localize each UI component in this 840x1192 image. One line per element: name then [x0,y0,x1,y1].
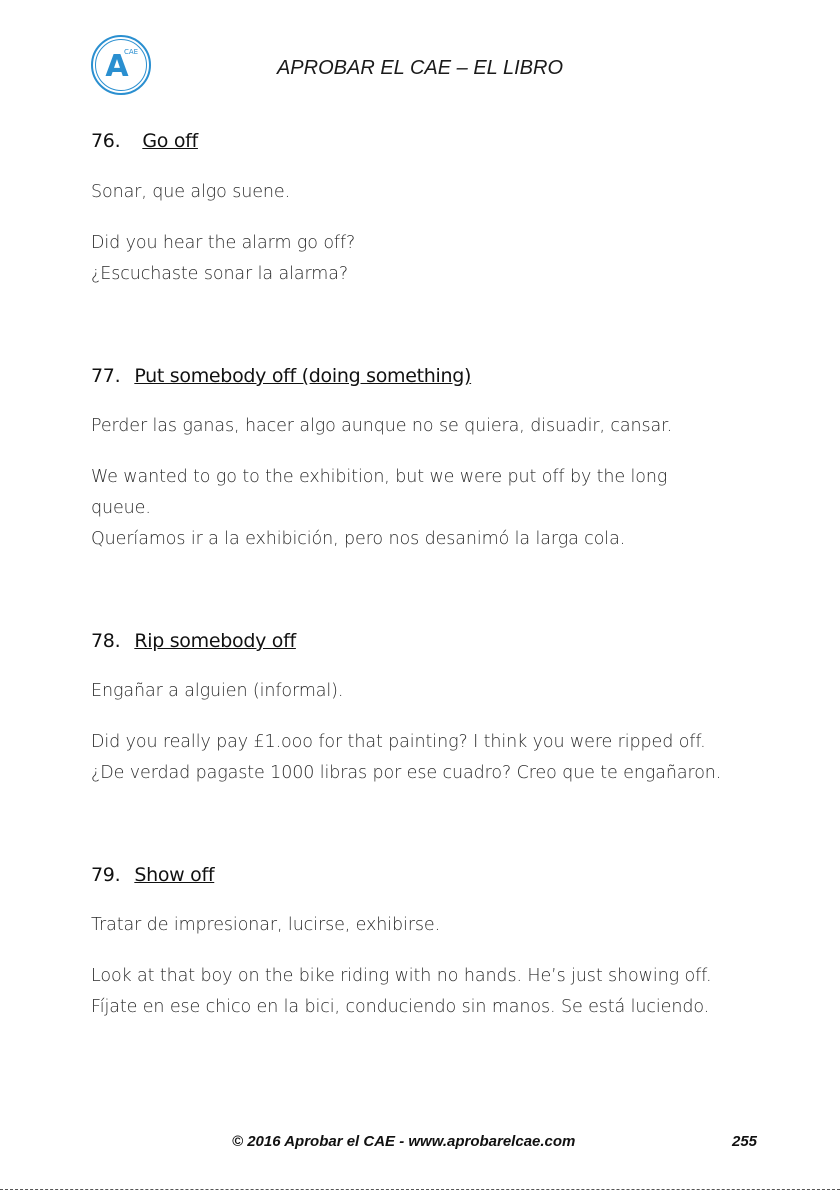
entry-heading [91,130,198,152]
bottom-divider [0,1189,840,1190]
entry-example-es: ¿De verdad pagaste 1000 libras por ese cuadro? Creo que te engañaron. [91,763,722,783]
entry-meaning: Perder las ganas, hacer algo aunque no se quiera, disuadir, cansar. [91,416,673,436]
logo-small-text: CAE [123,48,139,56]
logo-letter: A [105,49,129,84]
entry-example-es: ¿Escuchaste sonar la alarma? [91,264,349,284]
page-number: 255 [732,1133,758,1150]
header-title: APROBAR EL CAE – EL LIBRO [276,57,564,79]
entry-example-es: Queríamos ir a la exhibición, pero nos desanimó la larga cola. [91,529,626,549]
entry-number: 78. [91,630,121,652]
entry-example-en: Did you hear the alarm go off? [91,233,356,253]
entry-meaning: Tratar de impresionar, lucirse, exhibirse. [91,915,441,935]
entry-term: Show off [134,864,215,886]
entry-meaning: Engañar a alguien (informal). [91,681,344,701]
entry-term: Rip somebody off [134,630,296,652]
entry-meaning: Sonar, que algo suene. [91,182,291,202]
entry-example-en: Did you really pay £1.ooo for that painting? I think you were ripped off. [91,732,706,752]
entry-example-en: We wanted to go to the exhibition, but we were put off by the long queue. [91,467,668,518]
entry-heading [91,864,214,886]
entry-number: 77. [91,365,121,387]
entry-number: 76. [91,130,121,152]
entry-term: Go off [142,130,198,152]
entry-example-en: Look at that boy on the bike riding with no hands. He’s just showing off. [91,966,712,986]
entry-heading [91,630,296,652]
entry-number: 79. [91,864,121,886]
entry-term: Put somebody off (doing something) [134,365,472,387]
entry-example-es: Fíjate en ese chico en la bici, conduciendo sin manos. Se está luciendo. [91,997,710,1017]
entry-heading [91,365,471,387]
footer-copyright: © 2016 Aprobar el CAE - www.aprobarelcae.com [232,1133,576,1150]
